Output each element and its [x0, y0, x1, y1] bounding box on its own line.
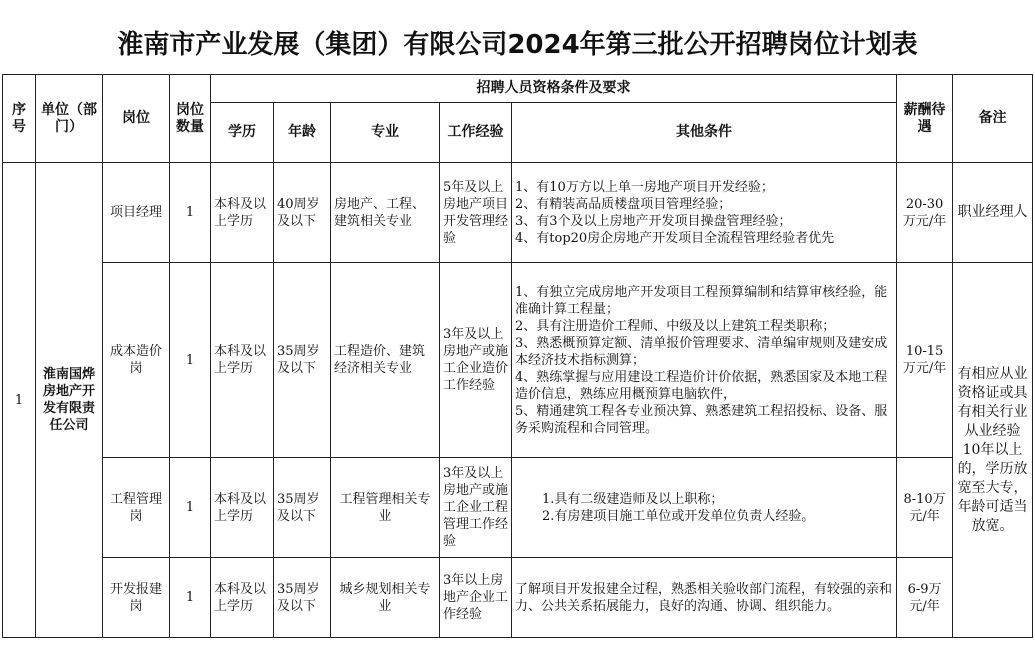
header-requirements: 招聘人员资格条件及要求	[211, 75, 897, 103]
other-item: 2、有精装高品质楼盘项目管理经验；	[515, 196, 732, 212]
cell-count: 1	[170, 558, 211, 638]
cell-other	[512, 558, 897, 638]
other-item: 1.具有二级建造师及以上职称；	[542, 491, 724, 507]
cell-salary: 10-15万元/年	[897, 263, 953, 458]
cell-seq: 1	[3, 163, 36, 638]
other-item: 2、具有注册造价工程师、中级及以上建筑工程类职称；	[515, 318, 836, 334]
other-item: 3、有3个及以上房地产开发项目操盘管理经验；	[515, 213, 792, 229]
cell-remark: 职业经理人	[953, 163, 1033, 263]
cell-age: 35周岁及以下	[274, 558, 331, 638]
cell-other	[512, 263, 897, 458]
cell-count: 1	[170, 163, 211, 263]
cell-age: 35周岁及以下	[274, 458, 331, 558]
cell-salary: 20-30万元/年	[897, 163, 953, 263]
cell-salary: 8-10万元/年	[897, 458, 953, 558]
header-position: 岗位	[103, 75, 170, 163]
cell-experience: 3年以上房地产企业工作经验	[440, 558, 512, 638]
header-age: 年龄	[274, 103, 331, 163]
header-salary: 薪酬待遇	[897, 75, 953, 163]
header-education: 学历	[211, 103, 274, 163]
cell-major: 房地产、工程、建筑相关专业	[331, 163, 440, 263]
cell-position: 工程管理岗	[103, 458, 170, 558]
cell-other	[512, 458, 897, 558]
cell-count: 1	[170, 458, 211, 558]
cell-unit: 淮南国烨房地产开发有限责任公司	[36, 163, 103, 638]
cell-age: 40周岁及以下	[274, 163, 331, 263]
table-row	[3, 458, 1033, 558]
cell-education: 本科及以上学历	[211, 163, 274, 263]
page-title: 淮南市产业发展（集团）有限公司2024年第三批公开招聘岗位计划表	[117, 30, 918, 60]
cell-position: 开发报建岗	[103, 558, 170, 638]
other-item: 1、有10万方以上单一房地产项目开发经验；	[515, 179, 774, 195]
header-remarks: 备注	[953, 75, 1033, 163]
table-row	[3, 163, 1033, 263]
other-item: 1、有独立完成房地产开发项目工程预算编制和结算审核经验，能准确计算工程量；	[515, 284, 888, 317]
cell-position: 成本造价岗	[103, 263, 170, 458]
cell-experience: 3年及以上房地产或施工企业造价工作经验	[440, 263, 512, 458]
header-count: 岗位数量	[170, 75, 211, 163]
table-row	[3, 263, 1033, 458]
header-other: 其他条件	[512, 103, 897, 163]
header-unit: 单位（部门）	[36, 75, 103, 163]
cell-age: 35周岁及以下	[274, 263, 331, 458]
cell-other	[512, 163, 897, 263]
recruitment-table	[2, 74, 1033, 638]
cell-salary: 6-9万元/年	[897, 558, 953, 638]
other-item: 2.有房建项目施工单位或开发单位负责人经验。	[542, 508, 815, 524]
table-row	[3, 558, 1033, 638]
cell-major: 城乡规划相关专业	[331, 558, 440, 638]
other-item: 3、熟悉概预算定额、清单报价管理要求、清单编审规则及建安成本经济技术指标测算；	[515, 335, 888, 368]
cell-education: 本科及以上学历	[211, 263, 274, 458]
other-item: 4、熟练掌握与应用建设工程造价计价依据，熟悉国家及本地工程造价信息，熟练应用概预算电脑软件，	[515, 369, 888, 402]
cell-education: 本科及以上学历	[211, 558, 274, 638]
cell-major: 工程造价、建筑经济相关专业	[331, 263, 440, 458]
header-experience: 工作经验	[440, 103, 512, 163]
other-item: 4、有top20房企房地产开发项目全流程管理经验者优先	[515, 230, 835, 246]
cell-shared-remark: 有相应从业资格证或具有相关行业从业经验10年以上的，学历放宽至大专，年龄可适当放宽。	[953, 263, 1033, 638]
header-seq: 序号	[3, 75, 36, 163]
cell-major: 工程管理相关专业	[331, 458, 440, 558]
cell-education: 本科及以上学历	[211, 458, 274, 558]
cell-experience: 3年及以上房地产或施工企业工程管理工作经验	[440, 458, 512, 558]
cell-experience: 5年及以上房地产项目开发管理经验	[440, 163, 512, 263]
other-item: 了解项目开发报建全过程，熟悉相关验收部门流程，有较强的亲和力、公共关系拓展能力，良好的沟通、协调、组织能力。	[515, 581, 893, 614]
header-major: 专业	[331, 103, 440, 163]
cell-count: 1	[170, 263, 211, 458]
other-item: 5、精通建筑工程各专业预决算、熟悉建筑工程招投标、设备、服务采购流程和合同管理。	[515, 403, 888, 436]
cell-position: 项目经理	[103, 163, 170, 263]
